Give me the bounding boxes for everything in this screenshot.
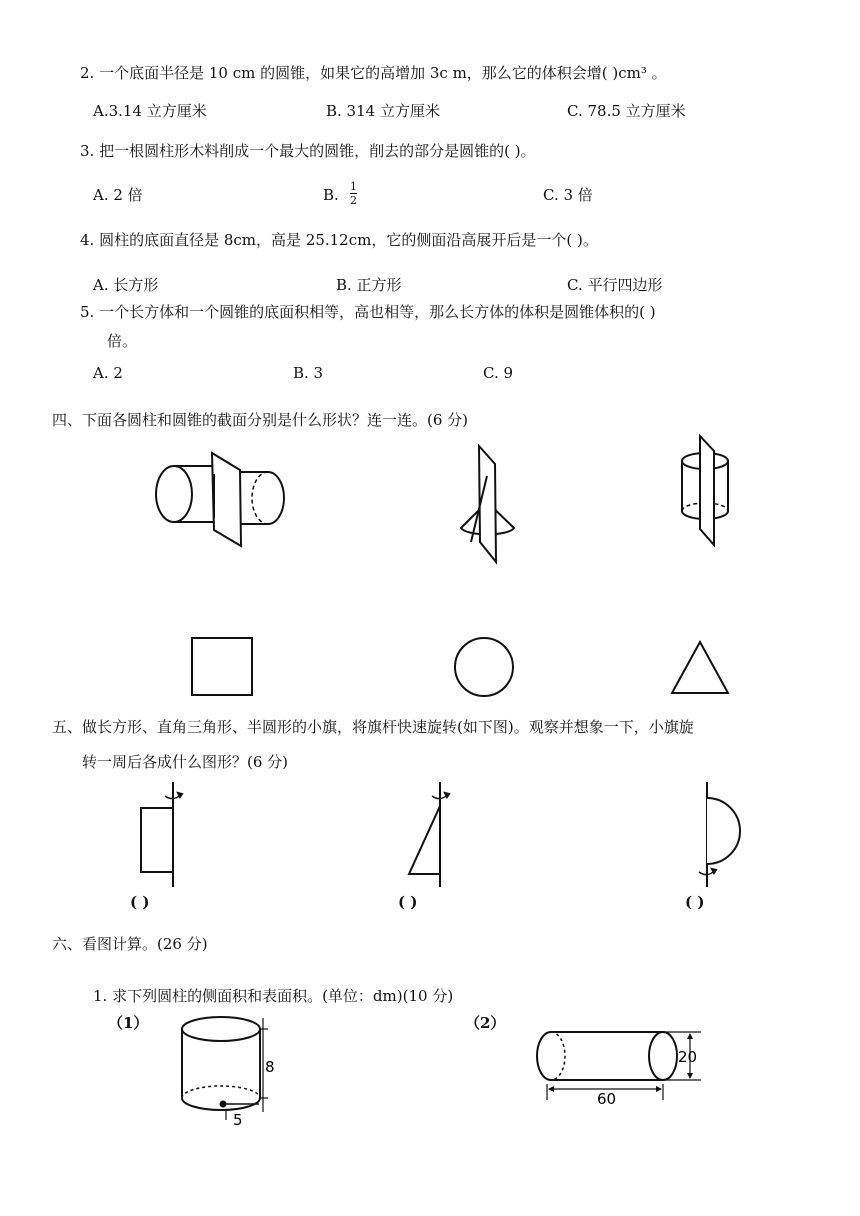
- answer-blank-rectangle-flag[interactable]: ( ): [130, 893, 150, 911]
- question-2-option-c: C. 78.5 立方厘米: [567, 102, 686, 120]
- question-2-option-b: B. 314 立方厘米: [326, 102, 440, 120]
- cylinder-cross-section-figure: [150, 448, 295, 548]
- question-5-option-b: B. 3: [293, 364, 324, 382]
- question-2-option-a: A.3.14 立方厘米: [93, 102, 207, 120]
- question-3-option-c: C. 3 倍: [543, 186, 593, 204]
- question-4-option-a: A. 长方形: [93, 276, 159, 294]
- cone-cross-section-figure: [455, 442, 525, 567]
- section-5-title-line-1: 五、做长方形、直角三角形、半圆形的小旗，将旗杆快速旋转(如下图)。观察并想象一下，小旗旋: [52, 718, 694, 736]
- upright-cylinder-cross-section-figure: [670, 433, 740, 548]
- square-shape[interactable]: [190, 636, 255, 698]
- triangle-flag-figure: [400, 780, 460, 890]
- question-3-option-a: A. 2 倍: [93, 186, 143, 204]
- radius-label: 5: [233, 1111, 243, 1129]
- question-3-stem: 3. 把一根圆柱形木料削成一个最大的圆锥，削去的部分是圆锥的( )。: [80, 142, 536, 160]
- section-5-title-line-2: 转一周后各成什么图形？(6 分): [82, 753, 289, 771]
- fraction-numerator: 1: [350, 180, 357, 193]
- question-5-option-a: A. 2: [93, 364, 123, 382]
- question-3-option-b-fraction: [350, 181, 357, 206]
- semicircle-flag-figure: [690, 780, 750, 890]
- triangle-shape[interactable]: [670, 640, 730, 696]
- figure-2-label: （2）: [465, 1014, 506, 1032]
- section-6-title: 六、看图计算。(26 分): [52, 935, 208, 953]
- upright-cylinder-figure: [175, 1012, 280, 1127]
- answer-blank-semicircle-flag[interactable]: ( ): [685, 893, 705, 911]
- length-label: 60: [597, 1090, 617, 1108]
- section-4-title: 四、下面各圆柱和圆锥的截面分别是什么形状？连一连。(6 分): [52, 411, 469, 429]
- diameter-label: 20: [678, 1048, 698, 1066]
- answer-blank-triangle-flag[interactable]: ( ): [398, 893, 418, 911]
- fraction-denominator: 2: [350, 194, 357, 207]
- section-6-question-1: 1. 求下列圆柱的侧面积和表面积。(单位：dm)(10 分): [93, 987, 454, 1005]
- circle-shape[interactable]: [452, 636, 516, 700]
- question-5-stem: 5. 一个长方体和一个圆锥的底面积相等，高也相等，那么长方体的体积是圆锥体积的( ): [80, 303, 656, 321]
- question-4-stem: 4. 圆柱的底面直径是 8cm，高是 25.12cm，它的侧面沿高展开后是一个( )。: [80, 231, 598, 249]
- question-5-option-c: C. 9: [483, 364, 514, 382]
- question-3-option-b-label: B.: [323, 186, 339, 204]
- horizontal-cylinder-figure: [525, 1022, 710, 1107]
- question-4-option-c: C. 平行四边形: [567, 276, 663, 294]
- question-4-option-b: B. 正方形: [336, 276, 402, 294]
- figure-1-label: （1）: [108, 1014, 149, 1032]
- question-5-stem-continued: 倍。: [107, 332, 138, 350]
- rectangle-flag-figure: [135, 780, 195, 890]
- height-label: 8: [265, 1058, 275, 1076]
- question-2-stem: 2. 一个底面半径是 10 cm 的圆锥，如果它的高增加 3c m，那么它的体积会增( )cm³ 。: [80, 64, 667, 82]
